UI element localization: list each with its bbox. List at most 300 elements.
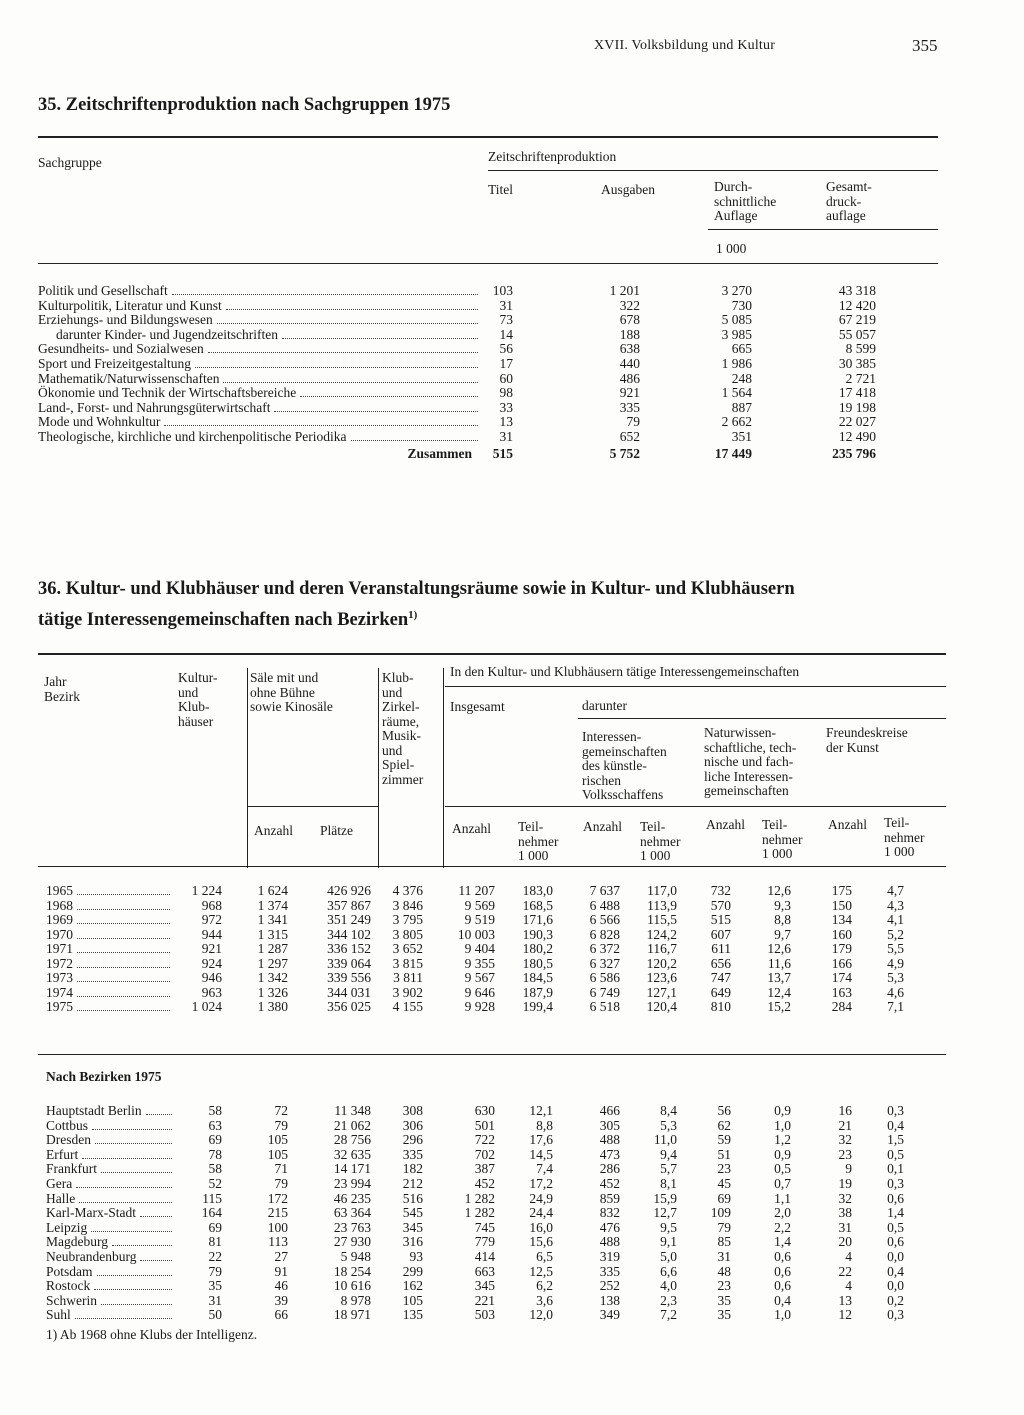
cell-klub: 299 <box>402 1263 423 1279</box>
cell-k_n: 832 <box>599 1205 620 1221</box>
table36-col-anzahl-f: Anzahl <box>828 817 867 832</box>
cell-ig_n: 745 <box>474 1219 495 1235</box>
cell-n_t: 0,9 <box>774 1146 791 1162</box>
cell-saele: 71 <box>274 1161 288 1177</box>
cell-f_n: 4 <box>845 1278 852 1294</box>
cell-haeuser: 81 <box>208 1234 222 1250</box>
cell-plaetze: 21 062 <box>333 1117 371 1133</box>
cell-gesamt: 43 318 <box>838 283 876 298</box>
cell-ig_t: 171,6 <box>522 912 553 927</box>
cell-f_n: 13 <box>838 1292 852 1308</box>
cell-auflage: 887 <box>731 399 752 415</box>
cell-ig_t: 7,4 <box>536 1161 553 1177</box>
cell-ig_t: 6,5 <box>536 1249 553 1264</box>
table35-unit: 1 000 <box>716 241 747 256</box>
table-row <box>0 283 1024 298</box>
cell-klub: 306 <box>402 1117 423 1133</box>
cell-k_n: 488 <box>599 1132 620 1148</box>
cell-klub: 3 846 <box>392 897 423 913</box>
cell-klub: 308 <box>402 1103 423 1118</box>
cell-haeuser: 1 024 <box>191 999 222 1014</box>
cell-k_t: 123,6 <box>646 970 677 985</box>
cell-gesamt: 19 198 <box>838 399 876 415</box>
cell-n_n: 59 <box>717 1132 731 1148</box>
row-label: Mathematik/Naturwissenschaften <box>38 370 220 386</box>
cell-klub: 3 811 <box>393 970 423 985</box>
table-row <box>0 970 1024 985</box>
cell-f_t: 0,5 <box>887 1146 904 1162</box>
cell-ig_t: 180,5 <box>522 955 553 971</box>
row-label: Sport und Freizeitgestaltung <box>38 356 191 371</box>
cell-plaetze: 351 249 <box>327 912 371 927</box>
cell-ig_t: 6,2 <box>536 1278 553 1294</box>
table-row <box>0 414 1024 429</box>
row-label: 1969 <box>46 912 73 927</box>
cell-ausgaben: 79 <box>626 414 640 430</box>
cell-haeuser: 164 <box>201 1205 222 1221</box>
cell-saele: 1 315 <box>257 926 288 942</box>
cell-ausgaben: 1 201 <box>609 283 640 298</box>
table-row <box>0 898 1024 913</box>
row-label: 1965 <box>46 883 73 898</box>
cell-klub: 3 902 <box>392 984 423 1000</box>
cell-ig_n: 9 404 <box>464 941 495 956</box>
table-row <box>0 927 1024 942</box>
cell-saele: 1 342 <box>257 970 288 985</box>
cell-ig_n: 9 567 <box>464 970 495 985</box>
cell-auflage: 1 986 <box>721 356 752 371</box>
table-row <box>0 941 1024 956</box>
cell-f_n: 163 <box>831 984 852 1000</box>
cell-n_n: 810 <box>710 999 731 1014</box>
cell-plaetze: 28 756 <box>333 1132 371 1148</box>
cell-ig_n: 9 928 <box>464 999 495 1014</box>
cell-k_t: 15,9 <box>653 1190 677 1206</box>
leader-dots <box>300 396 478 397</box>
cell-n_t: 0,9 <box>774 1103 791 1118</box>
leader-dots <box>77 952 170 953</box>
row-label: Mode und Wohnkultur <box>38 414 161 430</box>
cell-ig_t: 3,6 <box>536 1292 553 1308</box>
cell-f_t: 5,5 <box>887 941 904 956</box>
row-label: Rostock <box>46 1278 91 1294</box>
table-row <box>0 1264 1024 1279</box>
cell-saele: 1 326 <box>257 984 288 1000</box>
cell-titel: 73 <box>499 312 513 328</box>
cell-n_t: 13,7 <box>767 970 791 985</box>
cell-auflage: 3 985 <box>721 326 752 342</box>
cell-n_n: 515 <box>710 912 731 927</box>
cell-k_n: 252 <box>599 1278 620 1294</box>
cell-klub: 545 <box>402 1205 423 1221</box>
cell-ig_t: 16,0 <box>529 1219 553 1235</box>
row-label: 1975 <box>46 999 73 1014</box>
table36-col-kuenstl: Interessen- gemeinschaften des künstle- rischen Volksschaffens <box>582 729 667 802</box>
cell-titel: 31 <box>499 297 513 313</box>
cell-n_n: 732 <box>710 883 731 898</box>
row-label: Suhl <box>46 1307 71 1323</box>
footnote: 1) Ab 1968 ohne Klubs der Intelligenz. <box>46 1327 258 1342</box>
table-row <box>0 341 1024 356</box>
cell-f_n: 20 <box>838 1234 852 1250</box>
leader-dots <box>77 967 170 968</box>
cell-haeuser: 35 <box>208 1278 222 1294</box>
table35-sub-rule <box>488 170 938 171</box>
table-row <box>0 1307 1024 1322</box>
leader-dots <box>77 981 170 982</box>
cell-auflage: 1 564 <box>721 385 752 401</box>
cell-n_t: 1,1 <box>774 1190 791 1206</box>
cell-f_t: 4,1 <box>887 912 904 927</box>
cell-gesamt: 8 599 <box>845 341 876 357</box>
cell-klub: 316 <box>402 1234 423 1250</box>
cell-n_n: 607 <box>710 926 731 942</box>
cell-plaetze: 27 930 <box>333 1234 371 1250</box>
cell-ig_n: 722 <box>474 1132 495 1148</box>
cell-saele: 105 <box>267 1132 288 1148</box>
cell-n_n: 35 <box>717 1292 731 1308</box>
cell-plaetze: 63 364 <box>333 1205 371 1221</box>
leader-dots <box>223 382 478 383</box>
cell-n_t: 9,7 <box>774 926 791 942</box>
cell-saele: 215 <box>267 1205 288 1221</box>
table36-col-anzahl-saele: Anzahl <box>254 823 293 838</box>
table36-divider <box>247 668 248 868</box>
row-label: Gesundheits- und Sozialwesen <box>38 341 204 357</box>
leader-dots <box>112 1245 172 1246</box>
cell-ausgaben: 335 <box>619 399 640 415</box>
cell-f_t: 4,6 <box>887 984 904 1000</box>
cell-saele: 1 287 <box>257 941 288 956</box>
cell-n_t: 0,6 <box>774 1249 791 1264</box>
cell-ig_n: 702 <box>474 1146 495 1162</box>
leader-dots <box>77 894 170 895</box>
cell-ig_n: 452 <box>474 1176 495 1191</box>
cell-saele: 1 374 <box>257 897 288 913</box>
cell-f_n: 22 <box>838 1263 852 1279</box>
cell-saele: 39 <box>274 1292 288 1308</box>
cell-titel: 14 <box>499 326 513 342</box>
cell-n_t: 1,0 <box>774 1307 791 1323</box>
cell-f_n: 4 <box>845 1249 852 1264</box>
cell-klub: 4 376 <box>392 883 423 898</box>
leader-dots <box>146 1114 172 1115</box>
cell-ig_n: 11 207 <box>458 883 495 898</box>
row-label: 1974 <box>46 984 73 1000</box>
cell-n_n: 56 <box>717 1103 731 1118</box>
cell-n_n: 48 <box>717 1263 731 1279</box>
table-row <box>0 327 1024 342</box>
cell-ausgaben: 322 <box>619 297 640 313</box>
cell-ig_n: 9 569 <box>464 897 495 913</box>
cell-klub: 105 <box>402 1292 423 1308</box>
cell-k_t: 8,4 <box>660 1103 677 1118</box>
cell-f_n: 150 <box>831 897 852 913</box>
table36-divider <box>378 668 379 868</box>
cell-klub: 516 <box>402 1190 423 1206</box>
row-label: Theologische, kirchliche und kirchenpolitische Periodika <box>38 429 347 444</box>
cell-n_n: 656 <box>710 955 731 971</box>
cell-saele: 1 380 <box>257 999 288 1014</box>
cell-n_t: 0,5 <box>774 1161 791 1177</box>
cell-haeuser: 58 <box>208 1161 222 1177</box>
cell-n_n: 109 <box>710 1205 731 1221</box>
cell-f_n: 179 <box>831 941 852 956</box>
cell-f_n: 134 <box>831 912 852 927</box>
table36-saele-rule <box>247 806 378 807</box>
cell-ig_t: 12,5 <box>529 1263 553 1279</box>
table36-col-plaetze: Plätze <box>320 823 353 838</box>
cell-ig_n: 779 <box>474 1234 495 1250</box>
table35-col-titel: Titel <box>488 182 514 197</box>
table35-col-group: Sachgruppe <box>38 155 102 170</box>
table-row <box>0 1103 1024 1118</box>
cell-f_t: 0,6 <box>887 1234 904 1250</box>
cell-f_t: 4,9 <box>887 955 904 971</box>
table35-top-rule <box>38 136 938 138</box>
leader-dots <box>77 909 170 910</box>
table36-mid-rule <box>38 1054 946 1055</box>
cell-haeuser: 972 <box>201 912 222 927</box>
table36-col-freunde: Freundeskreise der Kunst <box>826 725 908 755</box>
cell-k_t: 115,5 <box>647 912 677 927</box>
cell-ig_t: 17,6 <box>529 1132 553 1148</box>
cell-ig_t: 184,5 <box>522 970 553 985</box>
cell-f_t: 5,3 <box>887 970 904 985</box>
leader-dots <box>274 411 478 412</box>
cell-klub: 162 <box>402 1278 423 1294</box>
cell-ig_t: 17,2 <box>529 1176 553 1191</box>
cell-f_n: 16 <box>838 1103 852 1118</box>
cell-k_n: 6 372 <box>589 941 620 956</box>
cell-plaetze: 344 031 <box>327 984 371 1000</box>
cell-k_n: 305 <box>599 1117 620 1133</box>
cell-haeuser: 115 <box>202 1190 222 1206</box>
cell-n_n: 611 <box>711 941 731 956</box>
table36-top-rule <box>38 653 946 655</box>
table-row <box>0 1278 1024 1293</box>
cell-n_t: 9,3 <box>774 897 791 913</box>
cell-auflage: 5 085 <box>721 312 752 328</box>
row-label: Neubrandenburg <box>46 1249 137 1264</box>
cell-n_n: 69 <box>717 1190 731 1206</box>
cell-n_n: 570 <box>710 897 731 913</box>
cell-n_t: 11,6 <box>767 955 791 971</box>
leader-dots <box>79 1202 172 1203</box>
table36-col-natur: Naturwissen- schaftliche, tech- nische und fach- liche Interessen- gemeinschaften <box>704 725 797 798</box>
row-label: Politik und Gesellschaft <box>38 283 168 298</box>
cell-ig_t: 8,8 <box>536 1117 553 1133</box>
cell-k_n: 859 <box>599 1190 620 1206</box>
cell-n_n: 51 <box>717 1146 731 1162</box>
table-row <box>0 400 1024 415</box>
cell-f_t: 7,1 <box>887 999 904 1014</box>
cell-plaetze: 23 763 <box>333 1219 371 1235</box>
cell-ig_n: 503 <box>474 1307 495 1323</box>
cell-ausgaben: 638 <box>619 341 640 357</box>
leader-dots <box>195 367 478 368</box>
row-label: 1972 <box>46 955 73 971</box>
cell-auflage: 665 <box>731 341 752 357</box>
cell-ig_n: 663 <box>474 1263 495 1279</box>
table36-col-darunter: darunter <box>582 698 627 713</box>
leader-dots <box>76 1187 172 1188</box>
cell-k_n: 286 <box>599 1161 620 1177</box>
cell-ig_t: 14,5 <box>529 1146 553 1162</box>
cell-haeuser: 968 <box>201 897 222 913</box>
cell-auflage: 730 <box>731 297 752 313</box>
row-label: Hauptstadt Berlin <box>46 1103 142 1118</box>
table36-ig-rule <box>445 686 946 687</box>
table36-col-ig: In den Kultur- und Klubhäusern tätige Interessengemeinschaften <box>450 664 800 679</box>
cell-ig_n: 9 646 <box>464 984 495 1000</box>
cell-ig_t: 15,6 <box>529 1234 553 1250</box>
cell-n_t: 1,4 <box>774 1234 791 1250</box>
cell-n_t: 12,6 <box>767 883 791 898</box>
cell-klub: 212 <box>402 1176 423 1191</box>
cell-k_t: 117,0 <box>647 883 677 898</box>
row-label: Leipzig <box>46 1219 88 1235</box>
cell-n_t: 12,6 <box>767 941 791 956</box>
cell-n_n: 79 <box>717 1219 731 1235</box>
cell-haeuser: 52 <box>208 1176 222 1191</box>
leader-dots <box>77 1010 170 1011</box>
table-row <box>0 1234 1024 1249</box>
cell-k_n: 452 <box>599 1176 620 1191</box>
cell-k_t: 4,0 <box>660 1278 677 1294</box>
cell-k_t: 6,6 <box>660 1263 677 1279</box>
cell-klub: 135 <box>402 1307 423 1323</box>
cell-ig_t: 12,1 <box>529 1103 553 1118</box>
cell-saele: 27 <box>274 1249 288 1264</box>
cell-f_t: 0,4 <box>887 1263 904 1279</box>
total-auflage: 17 449 <box>714 446 752 461</box>
cell-haeuser: 79 <box>208 1263 222 1279</box>
cell-plaetze: 357 867 <box>327 897 371 913</box>
table36-bezirke-heading: Nach Bezirken 1975 <box>46 1069 162 1084</box>
row-label: Karl-Marx-Stadt <box>46 1205 136 1221</box>
table36-col-anzahl-n: Anzahl <box>706 817 745 832</box>
leader-dots <box>217 323 478 324</box>
cell-ig_n: 345 <box>474 1278 495 1294</box>
cell-klub: 3 805 <box>392 926 423 942</box>
table36-col-saele: Säle mit und ohne Bühne sowie Kinosäle <box>250 670 333 714</box>
row-label: Dresden <box>46 1132 91 1148</box>
table-row <box>0 999 1024 1014</box>
row-label: Gera <box>46 1176 73 1191</box>
cell-f_n: 284 <box>831 999 852 1014</box>
cell-ig_t: 190,3 <box>522 926 553 942</box>
cell-ig_t: 24,4 <box>529 1205 553 1221</box>
row-label: Halle <box>46 1190 76 1206</box>
cell-saele: 1 624 <box>257 883 288 898</box>
cell-k_n: 473 <box>599 1146 620 1162</box>
cell-k_t: 9,5 <box>660 1219 677 1235</box>
cell-k_n: 488 <box>599 1234 620 1250</box>
cell-k_t: 113,9 <box>647 897 677 913</box>
cell-gesamt: 55 057 <box>838 326 876 342</box>
section-header: XVII. Volksbildung und Kultur <box>594 38 776 53</box>
leader-dots <box>208 352 478 353</box>
table-row <box>0 356 1024 371</box>
cell-k_n: 6 586 <box>589 970 620 985</box>
cell-gesamt: 2 721 <box>845 370 876 386</box>
table36-divider <box>443 668 444 868</box>
cell-ig_n: 630 <box>474 1103 495 1118</box>
leader-dots <box>140 1260 172 1261</box>
row-label: darunter Kinder- und Jugendzeitschriften <box>56 326 279 342</box>
table35-col-ausgaben: Ausgaben <box>601 182 655 197</box>
cell-k_n: 335 <box>599 1263 620 1279</box>
cell-gesamt: 22 027 <box>838 414 876 430</box>
row-label: Potsdam <box>46 1263 93 1279</box>
cell-k_n: 6 488 <box>589 897 620 913</box>
cell-titel: 98 <box>499 385 513 401</box>
cell-auflage: 3 270 <box>721 283 752 298</box>
cell-n_t: 1,2 <box>774 1132 791 1148</box>
cell-gesamt: 17 418 <box>838 385 876 401</box>
cell-saele: 172 <box>267 1190 288 1206</box>
cell-saele: 79 <box>274 1117 288 1133</box>
cell-saele: 79 <box>274 1176 288 1191</box>
cell-k_t: 120,2 <box>646 955 677 971</box>
cell-plaetze: 426 926 <box>327 883 371 898</box>
cell-saele: 91 <box>274 1263 288 1279</box>
cell-ausgaben: 652 <box>619 429 640 444</box>
table36-col-teiln-ig: Teil- nehmer 1 000 <box>518 819 559 863</box>
cell-saele: 1 341 <box>257 912 288 927</box>
cell-plaetze: 356 025 <box>327 999 371 1014</box>
table-row <box>0 1161 1024 1176</box>
cell-n_t: 8,8 <box>774 912 791 927</box>
cell-saele: 113 <box>268 1234 288 1250</box>
leader-dots <box>95 1143 172 1144</box>
cell-n_t: 15,2 <box>767 999 791 1014</box>
cell-n_n: 62 <box>717 1117 731 1133</box>
row-label: 1973 <box>46 970 73 985</box>
cell-plaetze: 14 171 <box>333 1161 371 1177</box>
cell-plaetze: 23 994 <box>333 1176 371 1191</box>
cell-k_n: 138 <box>599 1292 620 1308</box>
cell-ig_n: 414 <box>474 1249 495 1264</box>
cell-saele: 72 <box>274 1103 288 1118</box>
table36-col-haeuser: Kultur- und Klub- häuser <box>178 670 218 729</box>
table36-darunter-rule <box>578 718 946 719</box>
cell-n_t: 12,4 <box>767 984 791 1000</box>
cell-titel: 17 <box>499 356 513 371</box>
cell-klub: 296 <box>402 1132 423 1148</box>
cell-f_t: 0,0 <box>887 1249 904 1264</box>
table36-col-insgesamt: Insgesamt <box>450 699 505 714</box>
cell-gesamt: 12 490 <box>838 429 876 444</box>
cell-k_t: 8,1 <box>660 1176 677 1191</box>
cell-titel: 31 <box>499 429 513 444</box>
table35-col-gesamt: Gesamt- druck- auflage <box>826 179 872 223</box>
cell-ig_n: 1 282 <box>464 1205 495 1221</box>
cell-k_t: 5,0 <box>660 1249 677 1264</box>
cell-k_n: 7 637 <box>589 883 620 898</box>
row-label: Frankfurt <box>46 1161 97 1177</box>
cell-f_n: 32 <box>838 1132 852 1148</box>
cell-k_t: 116,7 <box>647 941 677 956</box>
cell-k_n: 466 <box>599 1103 620 1118</box>
cell-f_t: 4,7 <box>887 883 904 898</box>
table36-col-jahr: Jahr Bezirk <box>44 674 80 704</box>
table-row <box>0 912 1024 927</box>
table-row <box>0 1132 1024 1147</box>
cell-auflage: 2 662 <box>721 414 752 430</box>
cell-klub: 182 <box>402 1161 423 1177</box>
